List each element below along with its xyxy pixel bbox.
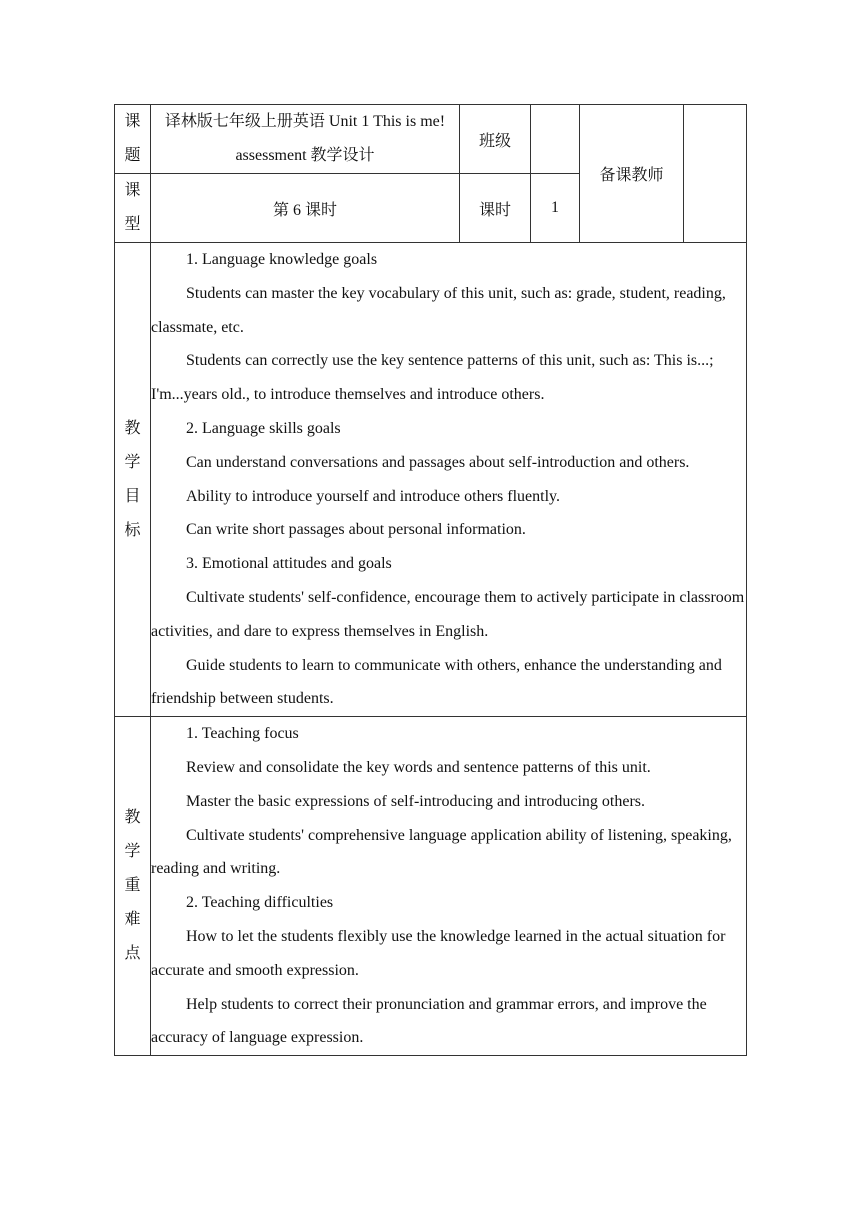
goals-paragraph: Students can master the key vocabulary of this unit, such as: grade, student, reading, classmate, etc.: [151, 284, 726, 336]
teacher-label: 备课教师: [580, 105, 684, 243]
goals-content: [151, 243, 747, 717]
focus-content: [151, 717, 747, 1056]
focus-paragraph: 2. Teaching difficulties: [186, 894, 334, 912]
goals-label: 教 学 目 标: [115, 243, 151, 717]
table-row: [115, 717, 747, 1056]
lesson-title: 译林版七年级上册英语 Unit 1 This is me! assessment 教学设计: [151, 105, 460, 174]
goals-paragraph: 2. Language skills goals: [186, 419, 341, 437]
goals-paragraph: Ability to introduce yourself and introduce others fluently.: [186, 487, 560, 505]
topic-label: 课 题: [115, 105, 151, 174]
class-value: [531, 105, 580, 174]
goals-paragraph: 1. Language knowledge goals: [186, 251, 378, 268]
goals-paragraph: Can understand conversations and passages about self-introduction and others.: [186, 453, 690, 471]
table-row: [115, 105, 747, 174]
lesson-plan-table: [114, 104, 747, 1056]
class-label: 班级: [460, 105, 531, 174]
goals-paragraph: 3. Emotional attitudes and goals: [186, 555, 392, 573]
period-value: 1: [531, 174, 580, 243]
focus-paragraph: Master the basic expressions of self-introducing and introducing others.: [186, 792, 645, 810]
focus-label: 教 学 重 难 点: [115, 717, 151, 1056]
table-row: [115, 243, 747, 717]
goals-paragraph: Cultivate students' self-confidence, encourage them to actively participate in classroom activities, and dare to express themselves in English.: [151, 588, 745, 640]
focus-paragraph: How to let the students flexibly use the knowledge learned in the actual situation for accurate and smooth expression.: [151, 927, 726, 979]
focus-paragraph: Review and consolidate the key words and sentence patterns of this unit.: [186, 758, 651, 776]
goals-paragraph: Guide students to learn to communicate with others, enhance the understanding and friendship between students.: [151, 656, 722, 708]
type-label: 课 型: [115, 174, 151, 243]
teacher-value: [684, 105, 747, 243]
focus-paragraph: Help students to correct their pronunciation and grammar errors, and improve the accuracy of language expression.: [151, 995, 707, 1047]
focus-paragraph: Cultivate students' comprehensive language application ability of listening, speaking, reading and writing.: [151, 826, 732, 878]
focus-paragraph: 1. Teaching focus: [186, 725, 299, 743]
lesson-type: 第 6 课时: [151, 174, 460, 243]
period-label: 课时: [460, 174, 531, 243]
goals-paragraph: Students can correctly use the key sentence patterns of this unit, such as: This is...; I'm...years old., to introduce themselves and introduce others.: [151, 352, 714, 404]
goals-paragraph: Can write short passages about personal information.: [186, 521, 526, 539]
